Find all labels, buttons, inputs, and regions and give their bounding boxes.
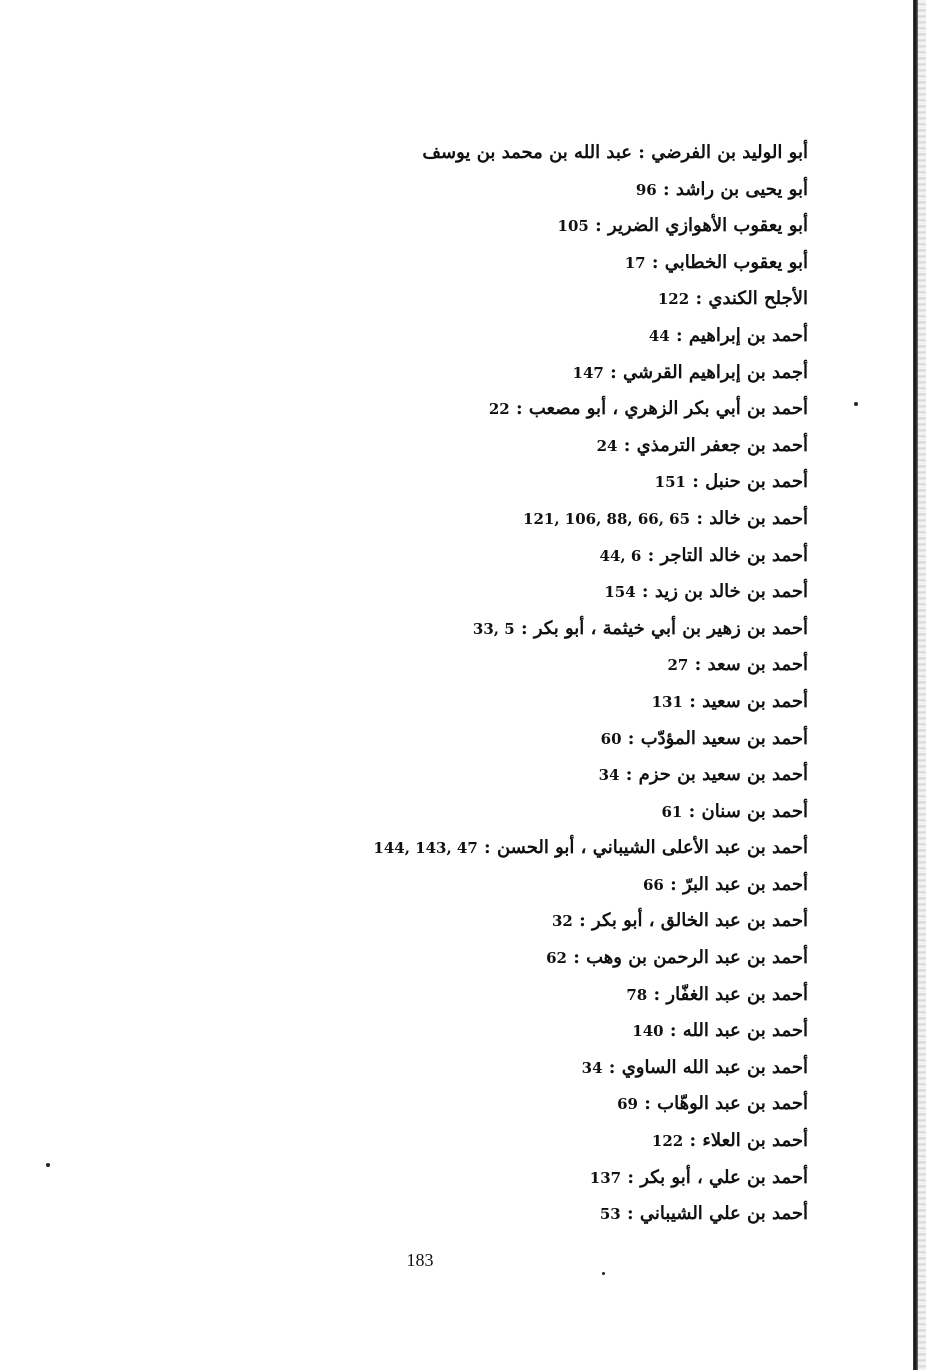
index-entry <box>308 428 808 465</box>
entry-name: أحمد بن خالد : <box>690 507 808 529</box>
index-entry <box>308 611 808 648</box>
entry-name: أحمد بن علي ، أبو بكر : <box>621 1166 808 1188</box>
entry-name: أبو يحيى بن راشد : <box>656 178 808 200</box>
entry-name: أحمد بن عبد الخالق ، أبو بكر : <box>572 910 808 932</box>
entry-pages: 121, 106, 88, 66, 65 <box>523 509 691 528</box>
entry-pages: 122 <box>651 1132 684 1151</box>
scan-speck <box>602 1272 605 1275</box>
entry-name: أحمد بن سعيد بن حزم : <box>619 764 808 786</box>
entry-pages: 147 <box>572 363 604 382</box>
entry-pages: 154 <box>604 583 636 602</box>
name-index-list <box>308 135 808 1233</box>
index-entry <box>308 172 808 209</box>
index-entry <box>308 1050 808 1087</box>
entry-pages: 44, 6 <box>599 546 642 565</box>
entry-name: أحمد بن العلاء : <box>683 1130 808 1152</box>
entry-pages: 33, 5 <box>472 619 515 638</box>
entry-pages: 44 <box>648 326 670 345</box>
index-entry <box>308 684 808 721</box>
index-entry <box>308 1086 808 1123</box>
index-entry <box>308 355 808 392</box>
index-entry <box>308 721 808 758</box>
entry-pages: 24 <box>596 436 618 455</box>
entry-pages: 66 <box>642 875 664 894</box>
index-entry <box>308 281 808 318</box>
entry-name: أجمد بن إبراهيم القرشي : <box>603 361 808 383</box>
entry-name: أحمد بن عبد البرّ : <box>663 873 808 895</box>
index-entry <box>308 867 808 904</box>
entry-name: أبو الوليد بن الفرضي : عبد الله بن محمد بن يوسف <box>422 142 808 163</box>
index-entry <box>308 318 808 355</box>
entry-pages: 34 <box>581 1058 603 1077</box>
entry-pages: 144, 143, 47 <box>373 839 478 858</box>
scan-speck <box>46 1163 50 1167</box>
entry-name: أحمد بن جعفر الترمذي : <box>617 434 808 456</box>
index-entry <box>308 940 808 977</box>
index-entry <box>308 1160 808 1197</box>
entry-name: أحمد بن عبد الرحمن بن وهب : <box>566 947 808 969</box>
entry-pages: 53 <box>599 1205 621 1224</box>
entry-name: أبو يعقوب الخطابي : <box>645 251 808 273</box>
scan-speck <box>854 402 858 406</box>
entry-name: أحمد بن عبد الله : <box>663 1020 808 1042</box>
entry-name: أحمد بن عبد الأعلى الشيباني ، أبو الحسن : <box>477 837 808 859</box>
entry-pages: 22 <box>488 400 510 419</box>
page-binding-edge <box>913 0 918 1370</box>
entry-pages: 122 <box>657 290 690 309</box>
index-entry <box>308 391 808 428</box>
entry-name: أحمد بن عبد الله الساوي : <box>602 1056 808 1078</box>
entry-pages: 131 <box>651 692 683 711</box>
entry-name: أحمد بن عبد الغفّار : <box>647 983 808 1005</box>
index-entry <box>308 757 808 794</box>
entry-name: أحمد بن سعيد المؤدّب : <box>621 727 808 749</box>
entry-pages: 96 <box>635 180 657 199</box>
entry-pages: 105 <box>557 217 589 236</box>
index-entry <box>308 208 808 245</box>
entry-pages: 62 <box>546 949 567 968</box>
entry-name: أحمد بن خالد بن زيد : <box>635 581 808 603</box>
entry-pages: 140 <box>632 1022 664 1041</box>
entry-name: أحمد بن إبراهيم : <box>669 324 808 346</box>
entry-name: أحمد بن سعيد : <box>682 690 808 712</box>
index-entry <box>308 794 808 831</box>
index-entry <box>308 245 808 282</box>
index-entry <box>308 647 808 684</box>
index-entry <box>308 830 808 867</box>
entry-pages: 60 <box>600 729 622 748</box>
index-entry <box>308 1013 808 1050</box>
entry-pages: 69 <box>617 1095 638 1114</box>
index-entry <box>308 501 808 538</box>
entry-name: أحمد بن علي الشيباني : <box>620 1203 808 1225</box>
entry-name: أحمد بن أبي بكر الزهري ، أبو مصعب : <box>509 398 808 420</box>
entry-name: أحمد بن سنان : <box>682 800 808 822</box>
entry-pages: 34 <box>598 766 620 785</box>
entry-name: أبو يعقوب الأهوازي الضرير : <box>588 215 808 237</box>
entry-pages: 61 <box>661 802 683 821</box>
entry-name: أحمد بن عبد الوهّاب : <box>638 1093 808 1115</box>
entry-name: الأجلح الكندي : <box>689 288 808 310</box>
index-entry <box>308 464 808 501</box>
entry-pages: 17 <box>624 253 646 272</box>
entry-pages: 137 <box>589 1168 622 1187</box>
page-number: 183 <box>406 1250 434 1270</box>
entry-pages: 32 <box>551 912 573 931</box>
entry-name: أحمد بن حنبل : <box>685 471 808 493</box>
index-entry <box>308 538 808 575</box>
index-entry <box>308 903 808 940</box>
entry-name: أحمد بن خالد التاجر : <box>641 544 808 566</box>
entry-name: أحمد بن سعد : <box>688 654 808 676</box>
entry-pages: 78 <box>626 985 648 1004</box>
entry-name: أحمد بن زهير بن أبي خيثمة ، أبو بكر : <box>514 617 808 639</box>
index-entry <box>308 1123 808 1160</box>
index-entry <box>308 1196 808 1233</box>
entry-pages: 151 <box>654 473 686 492</box>
index-entry <box>308 574 808 611</box>
page-binding-edge-outer <box>918 0 926 1370</box>
index-entry <box>308 135 808 172</box>
index-entry <box>308 977 808 1014</box>
entry-pages: 27 <box>667 656 689 675</box>
